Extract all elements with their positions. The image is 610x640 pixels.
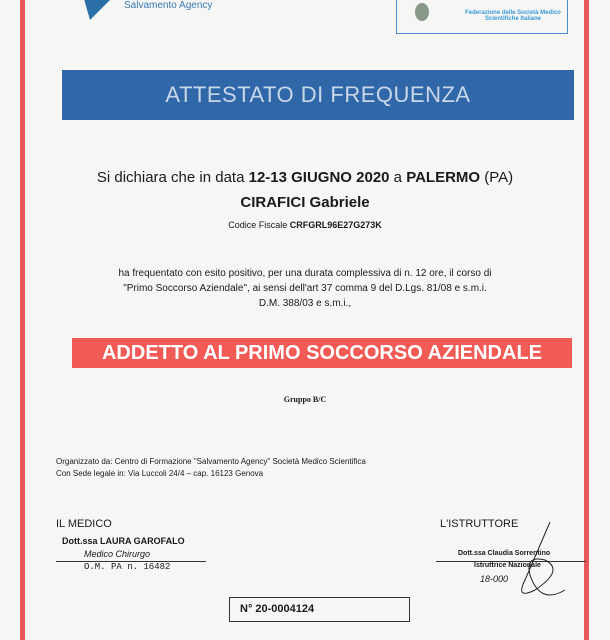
fiscal-code: Codice Fiscale CRFGRL96E27G273K	[228, 220, 382, 230]
left-logo-text: Salvamento Agency	[124, 0, 213, 11]
istruttore-label: L'ISTRUTTORE	[440, 518, 519, 530]
istruttore-code: 18-000	[480, 574, 509, 584]
right-border	[584, 0, 589, 640]
course-description: ha frequentato con esito positivo, per una durata complessiva di n. 12 ore, il corso di "Primo Soccorso Aziendale", ai sensi dell'art 37 comma 9 del D.Lgs. 81/08 e s.m.i. D.M. 388/03 e s.m.i.,	[118, 268, 492, 309]
organizer: Organizzato da: Centro di Formazione "Salvamento Agency" Società Medico Scientifica Con Sede legale in: Via Luccoli 24/4 – cap. 16123 Genova	[56, 457, 366, 478]
signature-icon	[505, 520, 575, 610]
fesmi-logo	[396, 0, 568, 34]
medico-registration: O.M. PA n. 16482	[84, 562, 171, 572]
medico-name: Dott.ssa LAURA GAROFALO	[62, 536, 185, 546]
wave-logo-icon	[80, 0, 120, 22]
certificate-title: ATTESTATO DI FREQUENZA	[62, 70, 574, 120]
medico-role: Medico Chirurgo	[84, 549, 151, 559]
certificate-number: N° 20-0004124	[229, 597, 410, 622]
group: Gruppo B/C	[283, 395, 327, 404]
course-banner: ADDETTO AL PRIMO SOCCORSO AZIENDALE	[72, 338, 572, 368]
right-logo-text: Federazione delle Società Medico Scientifiche Italiane	[465, 10, 561, 22]
left-border	[20, 0, 25, 640]
declaration: Si dichiara che in data 12-13 GIUGNO 2020 a PALERMO (PA)	[96, 169, 514, 186]
istruttore-role: Istruttrice Nazionale	[474, 562, 541, 569]
crest-icon	[413, 2, 431, 26]
istruttore-name: Dott.ssa Claudia Sorrentino	[458, 550, 551, 557]
medico-label: IL MEDICO	[56, 518, 112, 530]
recipient-name: CIRAFICI Gabriele	[240, 194, 370, 211]
salvamento-logo	[80, 0, 280, 22]
